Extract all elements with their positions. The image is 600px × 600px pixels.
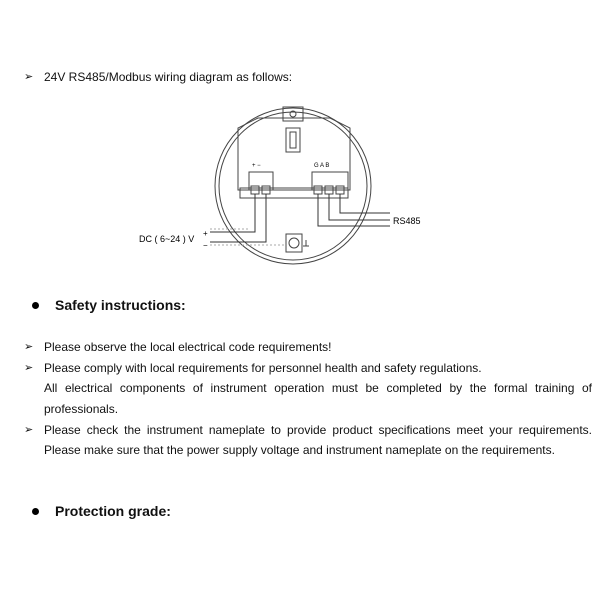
rs485-terminal-labels: G A B xyxy=(314,163,330,169)
safety-item: Please make sure that the power supply voltage and instrument nameplate on the requirements. xyxy=(44,443,555,457)
top-tab xyxy=(283,107,303,121)
intro-text: 24V RS485/Modbus wiring diagram as follows: xyxy=(44,70,293,84)
power-terminal-labels: + − xyxy=(252,163,261,169)
ground-screw xyxy=(286,234,302,252)
rs485-terminal xyxy=(312,172,348,190)
bullet-icon xyxy=(32,302,39,309)
bullet-icon xyxy=(32,508,39,515)
safety-item: Please observe the local electrical code requirements! xyxy=(44,340,332,354)
arrow-bullet-icon: ➢ xyxy=(24,424,34,436)
safety-heading: Safety instructions: xyxy=(55,297,186,313)
arrow-bullet-icon: ➢ xyxy=(24,341,34,353)
safety-item: professionals. xyxy=(44,402,119,416)
arrow-bullet-icon: ➢ xyxy=(24,362,34,374)
arrow-bullet-icon: ➢ xyxy=(24,71,34,83)
safety-item: Please comply with local requirements for personnel health and safety regulations. xyxy=(44,361,482,375)
rs485-label: RS485 xyxy=(393,216,421,226)
board-outline xyxy=(238,118,350,190)
minus-label: − xyxy=(203,241,208,250)
power-terminal xyxy=(249,172,273,190)
safety-item: All electrical components of instrument operation must be completed by the formal training of xyxy=(44,381,592,395)
dc-voltage-label: DC ( 6~24 ) V xyxy=(139,234,195,244)
safety-item: Please check the instrument nameplate to provide product specifications meet your requirements. xyxy=(44,423,592,437)
plus-label: + xyxy=(203,229,208,238)
protection-heading: Protection grade: xyxy=(55,503,171,519)
